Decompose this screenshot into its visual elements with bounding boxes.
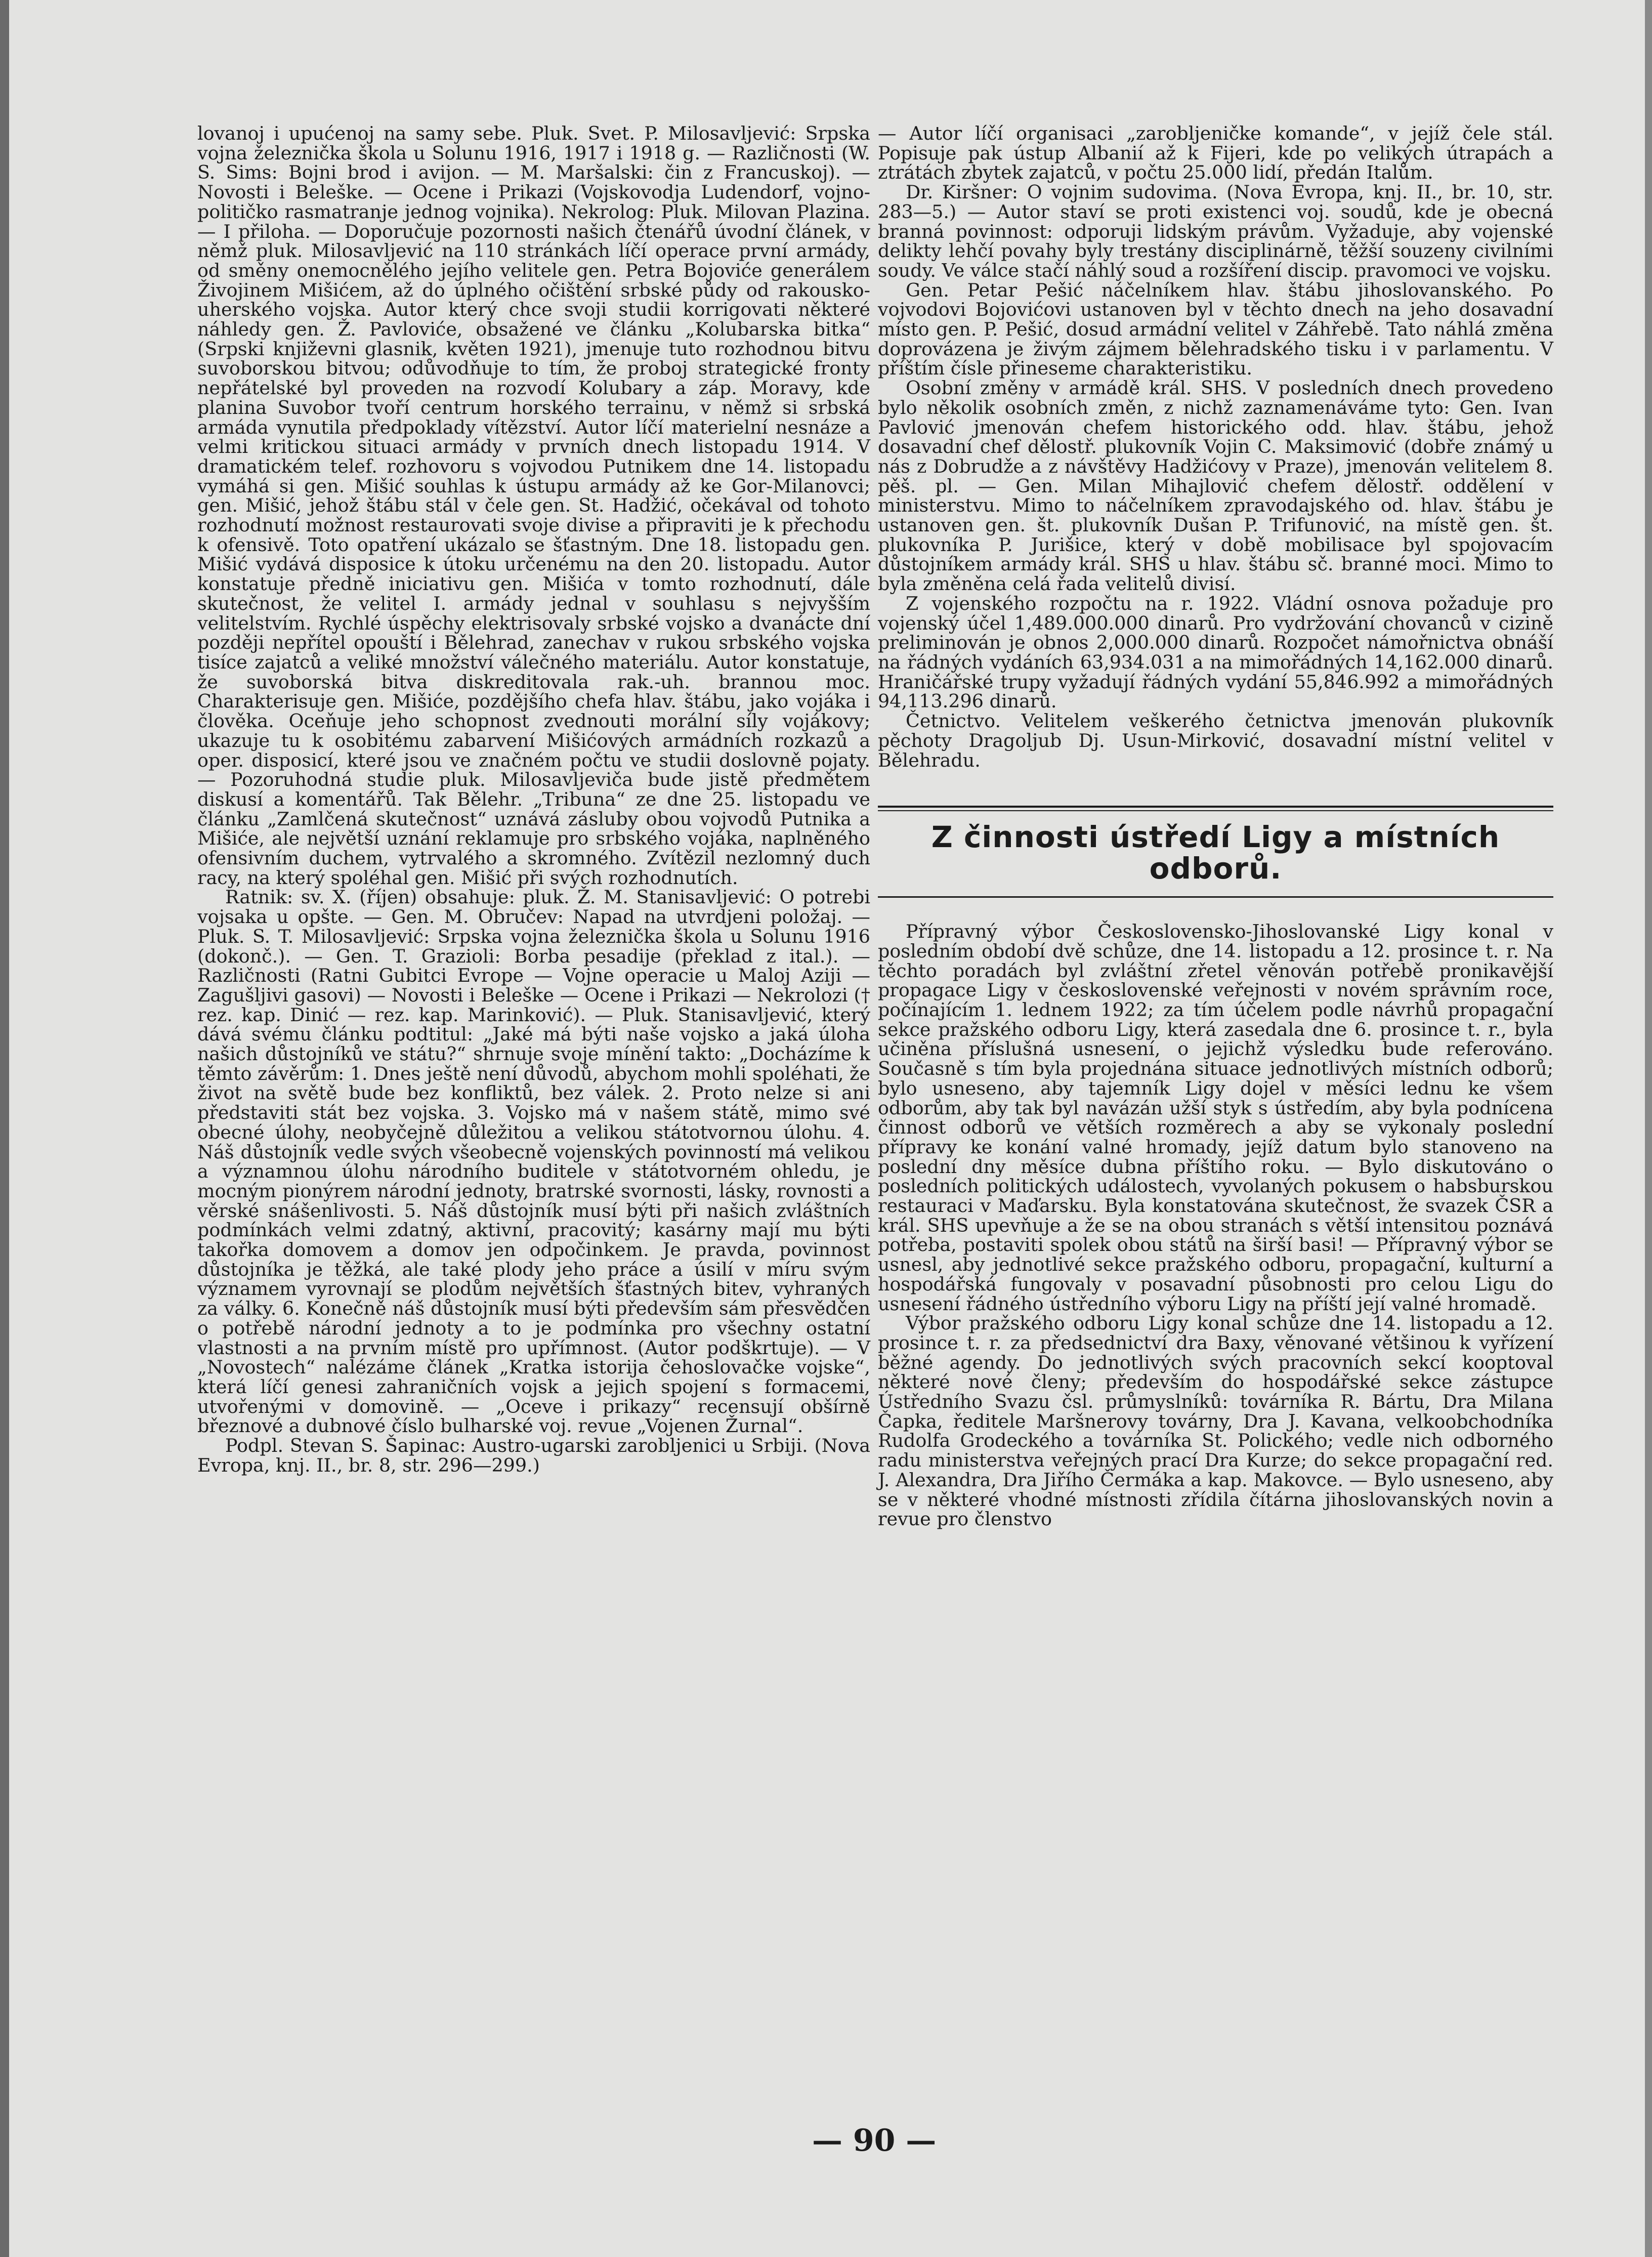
paragraph-vojni-sudovi: Dr. Kiršner: O vojnim sudovima. (Nova Evropa, knj. II., br. 10, str. 283—5.) — Autor staví se proti existenci voj. soudů, kde je obecná branná povinnost: odporuji lidským právům. Vyžaduje, aby vojenské delikty lehčí povahy byly trestány disciplinárně, těžší souzeny civilními soudy. Ve válce stačí náhlý soud a rozšíření discip. pravomoci ve vojsku. [878, 181, 1553, 281]
paragraph-pripravny-vybor: Přípravný výbor Československo-Jihoslovanské Ligy konal v posledním období dvě schůze, dne 14. listopadu a 12. prosince t. r. Na těchto poradách byl zvláštní zřetel věnován potřebě pronikavější propagace Ligy v československé veřejnosti v novém správním roce, počínajícím 1. lednem 1922; za tím účelem podle návrhů propagační sekce pražského odboru Ligy, která zasedala dne 6. prosince t. r., byla učiněna příslušná usnesení, o jejichž výsledku bude referováno. Současně s tím byla projednána situace jednotlivých místních odborů; bylo usneseno, aby tajemník Ligy dojel v měsíci lednu ke všem odborům, aby tak byl navázán užší styk s ústředím, aby byla podnícena činnost odborů ve větších rozměrech a aby se vykonaly poslední přípravy ke konání valné hromady, jejíž datum bylo stanoveno na poslední dny měsíce dubna příštího roku. — Bylo diskutováno o posledních politických událostech, vyvolaných pokusem o habsburskou restauraci v Maďarsku. Byla konstatována skutečnost, že svazek ČSR a král. SHS upevňuje a že se na obou stranách s větší intensitou poznává potřeba, postaviti spolek obou států na širší basi! — Přípravný výbor se usnesl, aby jednotlivé sekce pražského odboru, propagační, kulturní a hospodářská fungovaly v posavadní působnosti pro celou Ligu do usnesení řádného ústředního výboru Ligy na příští její valné hromadě. [878, 921, 1553, 1315]
section-heading [878, 821, 1553, 884]
section-heading-line2: odborů. [1149, 851, 1282, 886]
paragraph-rozpocet: Z vojenského rozpočtu na r. 1922. Vládní osnova požaduje pro vojenský účel 1,489.000.000 dinarů. Pro vydržování chovanců v cizině preliminován je obnos 2,000.000 dinarů. Rozpočet námořnictva obnáší na řádných vydáních 63,934.031 a na mimořádných 14,162.000 dinarů. Hraničářské trupy vyžadují řádných vydání 55,846.992 a mimořádných 94,113.296 dinarů. [878, 592, 1553, 713]
paragraph-continuation: lovanoj i upućenoj na samy sebe. Pluk. Svet. P. Milosavljević: Srpska vojna železnička škola u Solunu 1916, 1917 i 1918 g. — Različnosti (W. S. Sims: Bojni brod i avijon. — M. Maršalski: čin z Francuskoj). — Novosti i Beleške. — Ocene i Prikazi (Vojskovodja Ludendorf, vojno-političko rasmatranje jednog vojnika). Nekrolog: Pluk. Milovan Plazina. — I přiloha. — Doporučuje pozornosti našich čtenářů úvodní článek, v němž pluk. Milosavljević na 110 stránkách líčí operace první armády, od směny onemocnělého jejího velitele gen. Petra Bojoviće generálem Živojinem Mišićem, až do úplného očištění srbské půdy od rakousko-uherského vojska. Autor který chce svoji studii korrigovati některé náhledy gen. Ž. Pavloviće, obsažené ve článku „Kolubarska bitka“ (Srpski književni glasnik, květen 1921), jmenuje tuto rozhodnou bitvu suvoborskou bitvou; odůvodňuje to tím, že proboj strategické fronty nepřátelské byl proveden na rozvodí Kolubary a záp. Moravy, kde planina Suvobor tvoří centrum horského terrainu, v němž si srbská armáda vynutila předpoklady vítězství. Autor líčí materielní nesnáze a velmi kritickou situaci armády v prvních dnech listopadu 1914. V dramatickém telef. rozhovoru s vojvodou Putnikem dne 14. listopadu vymáhá si gen. Mišić souhlas k ústupu armády až ke Gor-Milanovci; gen. Mišić, jehož štábu stál v čele gen. St. Hadžić, očekával od tohoto rozhodnutí možnost restaurovati svoje divise a připraviti je k přechodu k ofensivě. Toto opatření ukázalo se šťastným. Dne 18. listopadu gen. Mišić vydává disposice k útoku určenému na den 20. listopadu. Autor konstatuje předně iniciativu gen. Mišića v tomto rozhodnutí, dále skutečnost, že velitel I. armády jednal v souhlasu s nejvyšším velitelstvím. Rychlé úspěchy elektrisovaly srbské vojsko a dvanácte dní později nepřítel opouští i Bělehrad, zanechav v rukou srbského vojska tisíce zajatců a veliké množství válečného materiálu. Autor konstatuje, že suvoborská bitva diskreditovala rak.-uh. brannou moc. Charakterisuje gen. Mišiće, pozdějšího chefa hlav. štábu, jako vojáka i člověka. Oceňuje jeho schopnost zvednouti morální síly vojákovy; ukazuje tu k osobitému zabarvení Mišićových armádních rozkazů a oper. disposicí, které jsou ve značném počtu ve studii doslovně pojaty. — Pozoruhodná studie pluk. Milosavljeviča bude jistě předmětem diskusí a komentářů. Tak Bělehr. „Tribuna“ ze dne 25. listopadu ve článku „Zamlčená skutečnost“ uznává zásluby obou vojvodů Putnika a Mišiće, ale největší uznání reklamuje pro srbského vojáka, naplněného ofensivním duchem, vytrvalého a skromného. Zvítězil nezlomný duch racy, na který spoléhal gen. Mišić při svých rozhodnutích. [197, 122, 870, 889]
page-edge-left [0, 0, 9, 2257]
paragraph-cetnictvo: Četnictvo. Velitelem veškerého četnictva jmenován plukovník pěchoty Dragoljub Dj. Usun-Mirković, dosavadní místní velitel v Bělehradu. [878, 710, 1553, 771]
page-edge-right [1645, 0, 1652, 2257]
paragraph-osobni-zmeny: Osobní změny v armádě král. SHS. V posledních dnech provedeno bylo několik osobních změn, z nichž zaznamenáváme tyto: Gen. Ivan Pavlović jmenován chefem historického odd. hlav. štábu, jehož dosavadní chef dělostř. plukovník Vojin C. Maksimović (dobře známý u nás z Dobrudže a z návštěvy Hadžićovy v Praze), jmenován velitelem 8. pěš. pl. — Gen. Milan Mihajlović chefem dělostř. oddělení v ministerstvu. Mimo to náčelníkem zpravodajského od. hlav. štábu je ustanoven gen. št. plukovník Dušan P. Trifunović, na místě gen. št. plukovníka P. Jurišice, který v době mobilisace byl spojovacím důstojníkem armády král. SHS u hlav. štábu sč. branné moci. Mimo to byla změněna celá řada velitelů divisí. [878, 377, 1553, 595]
section-heading-line1: Z činnosti ústředí Ligy a místních [931, 820, 1500, 855]
section-heading-underline [878, 896, 1553, 898]
section-rule-top-thin [878, 810, 1553, 811]
page-number: — 90 — [812, 2123, 937, 2158]
left-column [197, 124, 870, 1476]
paragraph-sapinac: Podpl. Stevan S. Šapinac: Austro-ugarski zarobljenici u Srbiji. (Nova Evropa, knj. II., br. 8, str. 296—299.) [197, 1435, 870, 1476]
paragraph-pesic: Gen. Petar Pešić náčelníkem hlav. štábu jihoslovanského. Po vojvodovi Bojovićovi ustanoven byl v těchto dnech na jeho dosavadní místo gen. P. Pešić, dosud armádní velitel v Záhřebě. Tato náhlá změna doprovázena je živým zájmem bělehradského tisku i v parlamentu. V příštím čísle přineseme charakteristiku. [878, 279, 1553, 380]
paragraph-ratnik: Ratnik: sv. X. (říjen) obsahuje: pluk. Ž. M. Stanisavljević: O potrebi vojsaka u opšte. — Gen. M. Obručev: Napad na utvrdjeni položaj. — Pluk. S. T. Milosavljević: Srpska vojna železnička škola u Solunu 1916 (dokonč.). — Gen. T. Grazioli: Borba pesadije (překlad z ital.). — Različnosti (Ratni Gubitci Evrope — Vojne operacie u Maloj Aziji — Zagušljivi gasovi) — Novosti i Beleške — Ocene i Prikazi — Nekrolozi († rez. kap. Dinić — rez. kap. Marinković). — Pluk. Stanisavljević, který dává svému článku podtitul: „Jaké má býti naše vojsko a jaká úloha našich důstojníků ve státu?“ shrnuje svoje mínění takto: „Docházíme k těmto závěrům: 1. Dnes ještě není důvodů, abychom mohli spoléhati, že život na světě bude bez konfliktů, bez válek. 2. Proto nelze si ani představiti stát bez vojska. 3. Vojsko má v našem státě, mimo své obecné úlohy, neobyčejně důležitou a velikou státotvornou úlohu. 4. Náš důstojník vedle svých všeobecně vojenských povinností má velikou a významnou úlohu národního buditele v státotvorném ohledu, je mocným pionýrem národní jednoty, bratrské svornosti, lásky, rovnosti a věrské snášenlivosti. 5. Náš důstojník musí býti při našich zvláštních podmínkách velmi zdatný, aktivní, pracovitý; kasárny mají mu býti takořka domovem a domov jen odpočinkem. Je pravda, povinnost důstojníka je těžká, ale také plody jeho práce a úsilí v míru svým významem vyrovnají se plodům největších šťastných bitev, vyhraných za války. 6. Konečně náš důstojník musí býti především sám přesvědčen o potřebě národní jednoty a to je podmínka pro všechny ostatní vlastnosti a na prvním místě pro upřímnost. (Autor podškrtuje). — V „Novostech“ nalézáme článek „Kratka istorija čehoslovačke vojske“, která líčí genesi zahraničních vojsk a jejich spojení s formacemi, utvořenými v domovině. — „Oceve i prikazy“ recensují obšírně březnové a dubnové číslo bulharské voj. revue „Vojenen Žurnal“. [197, 886, 870, 1437]
paragraph-vybor-prazskeho-odboru: Výbor pražského odboru Ligy konal schůze dne 14. listopadu a 12. prosince t. r. za předsednictví dra Baxy, věnované většinou k vyřízení běžné agendy. Do jednotlivých svých pracovních sekcí kooptoval některé nové členy; především do hospodářské sekce zástupce Ústředního Svazu čsl. průmyslníků: továrníka R. Bártu, Dra Milana Čapka, ředitele Maršnerovy továrny, Dra J. Kavana, velkoobchodníka Rudolfa Grodeckého a továrníka St. Polického; vedle nich odborného radu ministerstva veřejných prací Dra Kurze; do sekce propagační red. J. Alexandra, Dra Jiřího Čermáka a kap. Makovce. — Bylo usneseno, aby se v některé vhodné místnosti zřídila čítárna jihoslovanských novin a revue pro členstvo [878, 1312, 1553, 1530]
paragraph-zarobljenicke: — Autor líčí organisaci „zarobljeničke komande“, v jejíž čele stál. Popisuje pak ústup Albanií až k Fijeri, kde po velikých útrapách a ztrátách zbytek zajatců, v počtu 25.000 lidí, předán Italům. [878, 122, 1553, 184]
section-rule-top [878, 806, 1553, 808]
right-column [878, 124, 1553, 1529]
